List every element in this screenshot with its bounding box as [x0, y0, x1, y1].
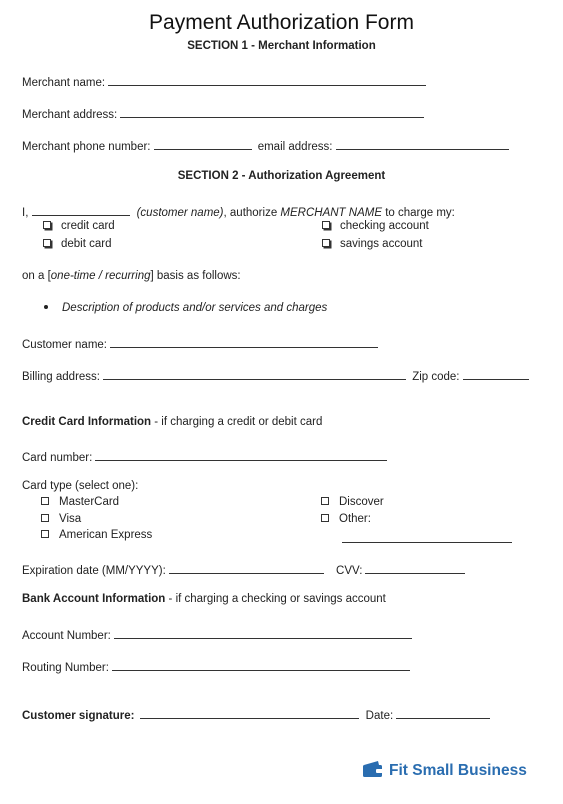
- billing-address-field[interactable]: [103, 367, 406, 380]
- credit-card-option[interactable]: [43, 220, 115, 232]
- logo-text: Fit Small Business: [389, 762, 527, 780]
- billing-address-row: [22, 367, 532, 383]
- mastercard-label: MasterCard: [59, 496, 120, 508]
- debit-card-label: debit card: [61, 238, 112, 250]
- checking-account-option[interactable]: [322, 220, 429, 232]
- basis-hint: one-time / recurring: [50, 270, 151, 282]
- basis-suffix: ] basis as follows:: [150, 270, 241, 282]
- i-label: I,: [22, 207, 29, 219]
- merchant-name-field[interactable]: [108, 73, 426, 86]
- discover-checkbox[interactable]: [321, 497, 329, 505]
- expiration-label: Expiration date (MM/YYYY):: [22, 565, 166, 577]
- bank-info-subtitle: - if charging a checking or savings account: [165, 593, 386, 605]
- cvv-label: CVV:: [336, 565, 363, 577]
- zip-code-label: Zip code:: [412, 371, 460, 383]
- savings-account-option[interactable]: [322, 238, 422, 250]
- bank-info-title: Bank Account Information: [22, 593, 166, 605]
- account-number-field[interactable]: [114, 626, 412, 639]
- cvv-field[interactable]: [365, 561, 465, 574]
- debit-card-checkbox[interactable]: [43, 239, 51, 247]
- basis-prefix: on a [: [22, 270, 51, 282]
- account-number-row: [22, 626, 415, 642]
- account-number-label: Account Number:: [22, 630, 111, 642]
- visa-checkbox[interactable]: [41, 514, 49, 522]
- card-type-label: Card type (select one):: [22, 480, 139, 492]
- amex-checkbox[interactable]: [41, 530, 49, 538]
- credit-card-info-heading: [22, 416, 322, 428]
- other-option[interactable]: [321, 513, 371, 525]
- merchant-address-field[interactable]: [120, 105, 424, 118]
- form-title: Payment Authorization Form: [149, 11, 414, 34]
- mastercard-option[interactable]: [41, 496, 119, 508]
- to-charge-text: to charge my:: [382, 207, 455, 219]
- merchant-address-row: [22, 105, 427, 121]
- merchant-phone-label: Merchant phone number:: [22, 141, 151, 153]
- merchant-name-row: [22, 73, 429, 89]
- signature-row: [22, 706, 493, 722]
- customer-name-row: [22, 335, 381, 351]
- routing-number-field[interactable]: [112, 658, 410, 671]
- fit-small-business-logo: [362, 762, 527, 780]
- routing-number-label: Routing Number:: [22, 662, 109, 674]
- expiration-row: [22, 561, 468, 577]
- card-number-field[interactable]: [95, 448, 387, 461]
- description-text: Description of products and/or services and charges: [62, 302, 328, 314]
- description-bullet-item: [44, 302, 327, 314]
- discover-option[interactable]: [321, 496, 384, 508]
- visa-label: Visa: [59, 513, 82, 525]
- checking-account-label: checking account: [340, 220, 429, 232]
- bank-info-heading: [22, 593, 386, 605]
- email-field[interactable]: [336, 137, 509, 150]
- merchant-name-hint: MERCHANT NAME: [280, 207, 383, 219]
- mastercard-checkbox[interactable]: [41, 497, 49, 505]
- amex-label: American Express: [59, 529, 153, 541]
- zip-code-field[interactable]: [463, 367, 529, 380]
- visa-option[interactable]: [41, 513, 81, 525]
- authorizer-name-field[interactable]: [32, 203, 130, 216]
- expiration-field[interactable]: [169, 561, 324, 574]
- basis-statement: [22, 270, 241, 282]
- signature-field[interactable]: [140, 706, 359, 719]
- merchant-phone-row: [22, 137, 512, 153]
- customer-name-field[interactable]: [110, 335, 378, 348]
- savings-account-label: savings account: [340, 238, 423, 250]
- other-checkbox[interactable]: [321, 514, 329, 522]
- card-number-label: Card number:: [22, 452, 93, 464]
- date-field[interactable]: [396, 706, 490, 719]
- authorize-text: , authorize: [223, 207, 281, 219]
- date-label: Date:: [365, 710, 394, 722]
- section2-heading: SECTION 2 - Authorization Agreement: [177, 170, 386, 182]
- savings-account-checkbox[interactable]: [322, 239, 330, 247]
- other-label: Other:: [339, 513, 371, 525]
- section1-heading: SECTION 1 - Merchant Information: [187, 40, 376, 52]
- checking-account-checkbox[interactable]: [322, 221, 330, 229]
- credit-card-label: credit card: [61, 220, 115, 232]
- customer-name-hint: (customer name): [136, 207, 224, 219]
- bullet-icon: [44, 305, 48, 309]
- amex-option[interactable]: [41, 529, 152, 541]
- authorization-statement: [22, 203, 455, 219]
- credit-card-checkbox[interactable]: [43, 221, 51, 229]
- card-number-row: [22, 448, 390, 464]
- wallet-icon: [362, 760, 384, 778]
- email-label: email address:: [257, 141, 333, 153]
- credit-card-info-title: Credit Card Information: [22, 416, 152, 428]
- routing-number-row: [22, 658, 413, 674]
- signature-label: Customer signature:: [22, 710, 135, 722]
- merchant-address-label: Merchant address:: [22, 109, 118, 121]
- merchant-phone-field[interactable]: [154, 137, 252, 150]
- customer-name-label: Customer name:: [22, 339, 108, 351]
- merchant-name-label: Merchant name:: [22, 77, 106, 89]
- discover-label: Discover: [339, 496, 384, 508]
- billing-address-label: Billing address:: [22, 371, 100, 383]
- credit-card-info-subtitle: - if charging a credit or debit card: [151, 416, 323, 428]
- other-card-type-field[interactable]: [342, 531, 512, 543]
- debit-card-option[interactable]: [43, 238, 112, 250]
